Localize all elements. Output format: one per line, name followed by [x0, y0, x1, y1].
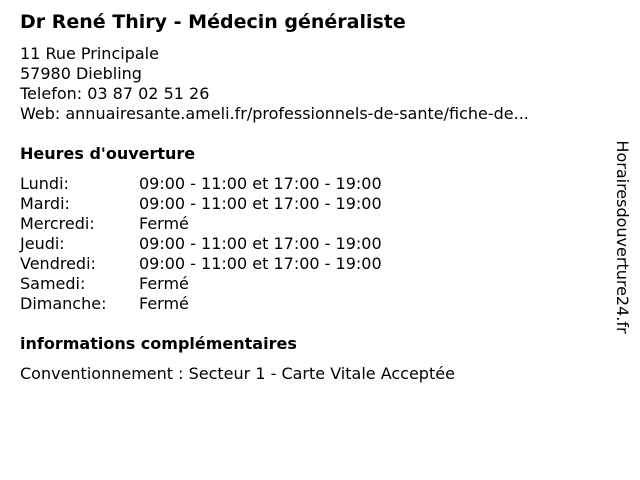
- day-label: Dimanche:: [20, 294, 107, 313]
- hours-row-sunday: [20, 294, 382, 314]
- hours-row-tuesday: [20, 194, 382, 214]
- site-watermark: Horairesdouverture24.fr: [613, 140, 632, 334]
- hours-row-saturday: [20, 274, 382, 294]
- hours-row-friday: [20, 254, 382, 274]
- time-value: Fermé: [139, 214, 189, 233]
- address-block: [20, 44, 529, 124]
- day-label: Jeudi:: [20, 234, 65, 253]
- day-label: Samedi:: [20, 274, 86, 293]
- time-value: Fermé: [139, 294, 189, 313]
- hours-row-monday: [20, 174, 382, 194]
- day-label: Vendredi:: [20, 254, 96, 273]
- day-label: Lundi:: [20, 174, 69, 193]
- day-label: Mardi:: [20, 194, 70, 213]
- website-link: Web: annuairesante.ameli.fr/professionnels-de-sante/fiche-de...: [20, 104, 529, 123]
- opening-hours-heading: Heures d'ouverture: [20, 144, 196, 163]
- day-label: Mercredi:: [20, 214, 95, 233]
- city-postal: 57980 Diebling: [20, 64, 142, 83]
- hours-row-wednesday: [20, 214, 382, 234]
- time-value: 09:00 - 11:00 et 17:00 - 19:00: [139, 194, 382, 213]
- opening-hours-list: [20, 174, 382, 314]
- phone-number: Telefon: 03 87 02 51 26: [20, 84, 210, 103]
- hours-row-thursday: [20, 234, 382, 254]
- time-value: Fermé: [139, 274, 189, 293]
- page-title: Dr René Thiry - Médecin généraliste: [20, 11, 406, 33]
- street-address: 11 Rue Principale: [20, 44, 159, 63]
- additional-info-text: Conventionnement : Secteur 1 - Carte Vitale Acceptée: [20, 364, 455, 383]
- time-value: 09:00 - 11:00 et 17:00 - 19:00: [139, 174, 382, 193]
- time-value: 09:00 - 11:00 et 17:00 - 19:00: [139, 234, 382, 253]
- time-value: 09:00 - 11:00 et 17:00 - 19:00: [139, 254, 382, 273]
- additional-info-heading: informations complémentaires: [20, 334, 297, 353]
